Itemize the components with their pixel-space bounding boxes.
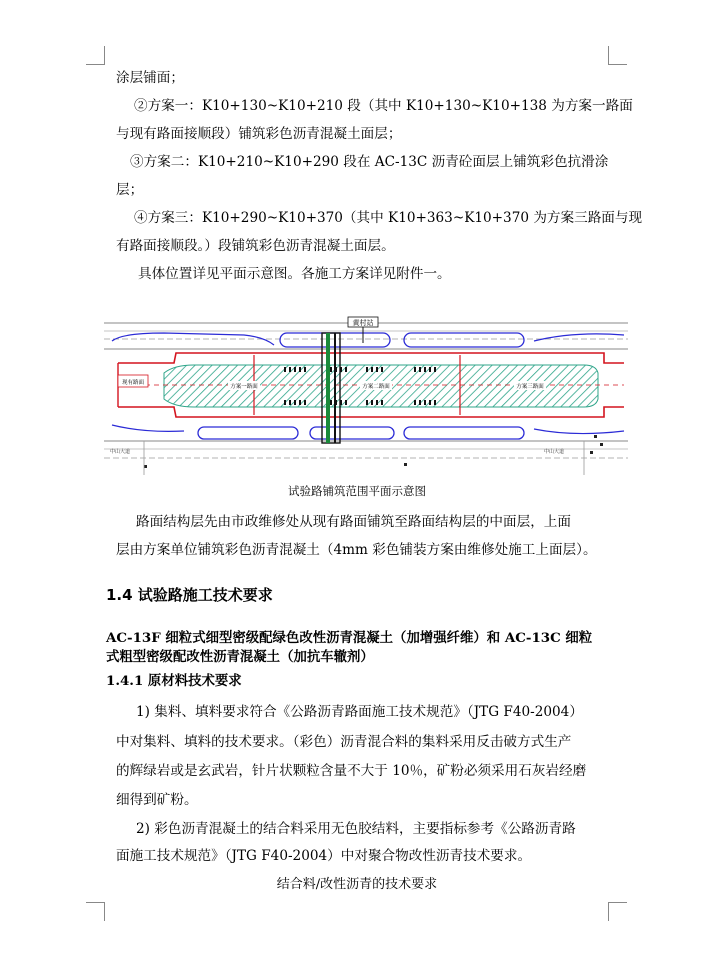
text-line: 的辉绿岩或是玄武岩，针片状颗粒含量不大于 10％，矿粉必须采用石灰岩经磨 — [116, 763, 587, 779]
road-name-right: 中山大道 — [544, 449, 565, 455]
segment-label-2: 方案二路面 — [362, 384, 390, 390]
segment-label-3: 方案三路面 — [516, 384, 544, 390]
table-caption: 结合料/改性沥青的技术要求 — [276, 877, 438, 892]
text-line: 1) 集料、填料要求符合《公路沥青路面施工技术规范》（JTG F40-2004） — [136, 704, 583, 720]
text-line: 中对集料、填料的技术要求。（彩色）沥青混合料的集料采用反击破方式生产 — [116, 734, 572, 750]
segment-label-1: 方案一路面 — [230, 384, 258, 390]
text-line: 路面结构层先由市政维修处从现有路面铺筑至路面结构层的中面层，上面 — [136, 514, 571, 530]
road-name-left: 中山大道 — [110, 449, 131, 455]
left-tag-label: 现有路面 — [121, 380, 145, 386]
figure-caption: 试验路铺筑范围平面示意图 — [288, 484, 426, 498]
page-corner-mark — [86, 46, 105, 65]
text-line: 层由方案单位铺筑彩色沥青混凝土（4mm 彩色铺装方案由维修处施工上面层）。 — [116, 542, 597, 558]
road-plan-figure — [104, 303, 628, 475]
subsection-title-line: 式粗型密级配改性沥青混凝土（加抗车辙剂） — [106, 649, 374, 665]
text-line: 细得到矿粉。 — [116, 792, 198, 808]
text-line: ③方案二：K10+210~K10+290 段在 AC-13C 沥青砼面层上铺筑彩色抗滑涂 — [130, 154, 609, 170]
subsection-title-line: AC-13F 细粒式细型密级配绿色改性沥青混凝土（加增强纤维）和 AC-13C 细粒 — [106, 630, 593, 646]
text-line: 具体位置详见平面示意图。各施工方案详见附件一。 — [138, 266, 451, 282]
page-corner-mark — [608, 46, 627, 65]
text-line: 涂层铺面； — [116, 70, 184, 86]
text-line: 与现有路面接顺段）铺筑彩色沥青混凝土面层； — [116, 126, 402, 142]
text-line: ④方案三：K10+290~K10+370（其中 K10+363~K10+370 为方案三路面与现 — [134, 210, 643, 226]
page-corner-mark — [86, 902, 105, 921]
section-title: 1.4 试验路施工技术要求 — [106, 586, 273, 604]
text-line: 面施工技术规范》（JTG F40-2004）中对聚合物改性沥青技术要求。 — [116, 848, 532, 864]
subsubsection-title: 1.4.1 原材料技术要求 — [106, 673, 242, 689]
text-line: ②方案一：K10+130~K10+210 段（其中 K10+130~K10+138 为方案一路面 — [134, 98, 633, 114]
text-line: 2) 彩色沥青混凝土的结合料采用无色胶结料，主要指标参考《公路沥青路 — [136, 821, 576, 837]
text-line: 层； — [116, 182, 144, 198]
text-line: 有路面接顺段。）段铺筑彩色沥青混凝土面层。 — [116, 238, 395, 254]
page-corner-mark — [608, 902, 627, 921]
station-label: 黄村站 — [352, 319, 374, 327]
